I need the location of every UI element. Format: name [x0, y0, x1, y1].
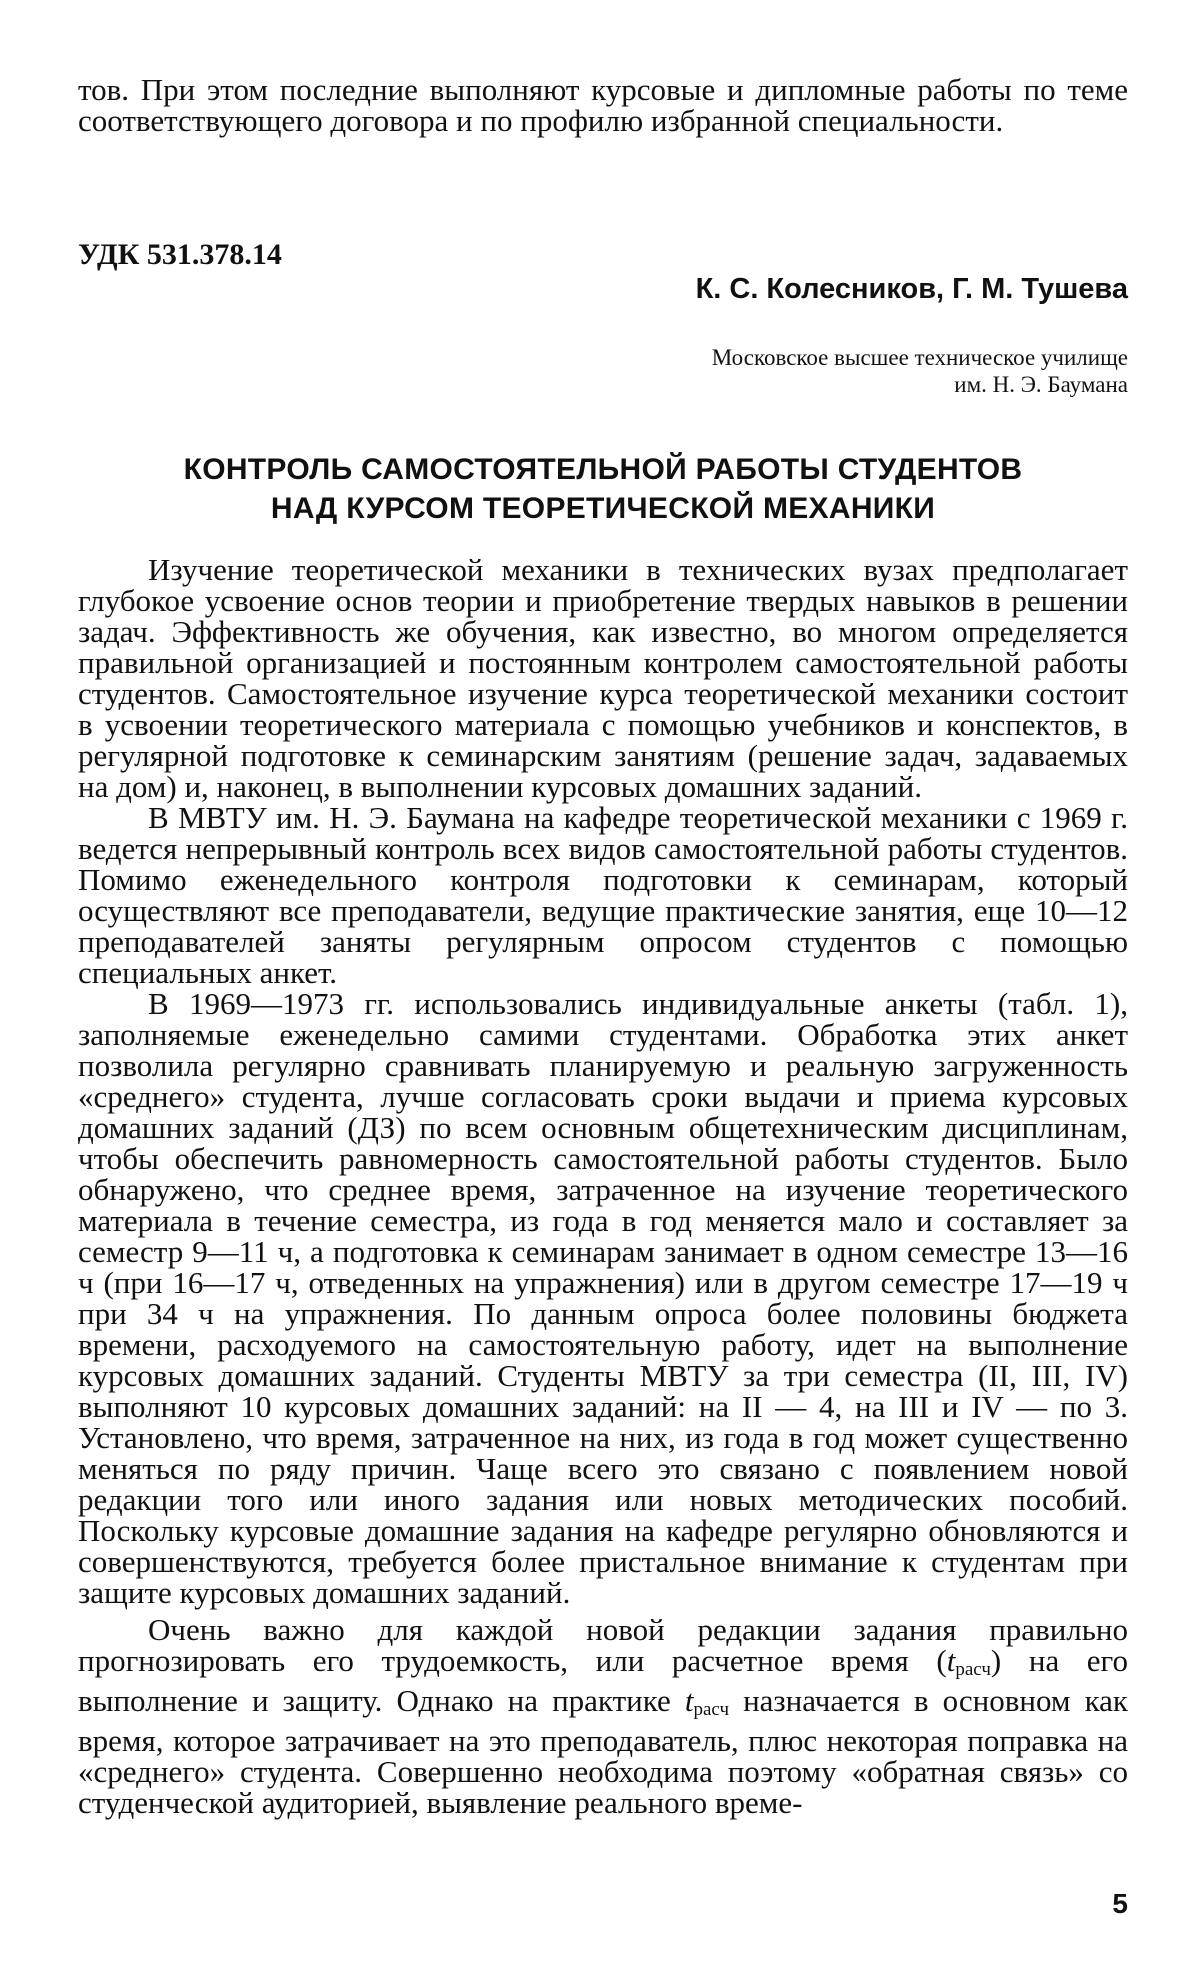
article-title [78, 450, 1128, 528]
paragraph-4 [78, 1614, 1128, 1818]
paragraph-1: Изучение теоретической механики в технических вузах предполагает глубокое усвоение основ теории и приобретение твердых навыков в решении задач. Эффективность же обучения, как известно, во многом определяется правильной организацией и постоянным контролем самостоятельной работы студентов. Самостоятельное изучение курса теоретической механики состоит в усвоении теоретического материала с помощью учебников и конспектов, в регулярной подготовке к семинарским занятиям (решение задач, задаваемых на дом) и, наконец, в выполнении курсовых домашних заданий. [78, 552, 1128, 804]
affiliation-line-2: им. Н. Э. Баумана [954, 372, 1128, 397]
article-title-line-1: КОНТРОЛЬ САМОСТОЯТЕЛЬНОЙ РАБОТЫ СТУДЕНТОВ [183, 453, 1023, 486]
udk-code: УДК 531.378.14 [78, 238, 282, 271]
t-subscript-1: расч [955, 1659, 991, 1680]
paragraph-2: В МВТУ им. Н. Э. Баумана на кафедре теоретической механики с 1969 г. ведется непрерывный контроль всех видов самостоятельной работы студентов. Помимо еженедельного контроля подготовки к семинарам, который осуществляют все преподаватели, ведущие практические занятия, еще 10—12 преподавателей заняты регулярным опросом студентов с помощью специальных анкет. [78, 800, 1128, 990]
t-symbol-2: t [684, 1683, 694, 1718]
affiliation-line-1: Московское высшее техническое училище [711, 345, 1128, 370]
page-number: 5 [1112, 1888, 1128, 1919]
article-authors: К. С. Колесников, Г. М. Тушева [695, 273, 1128, 305]
paragraph-4-part-b: ) на его выполнение и защиту. Однако на практике [78, 1643, 1129, 1718]
t-symbol-1: t [946, 1643, 956, 1678]
continued-text-from-previous-article: тов. При этом последние выполняют курсовые и дипломные работы по теме соответствующего договора и по профилю избранной специальности. [78, 72, 1128, 138]
paragraph-4-part-a: Очень важно для каждой новой редакции задания правильно прогнозировать его трудоемкость, или расчетное время ( [78, 1612, 1128, 1678]
paragraph-3: В 1969—1973 гг. использовались индивидуальные анкеты (табл. 1), заполняемые еженедельно самими студентами. Обработка этих анкет позволила регулярно сравнивать планируемую и реальную загруженность «среднего» студента, лучше согласовать сроки выдачи и приема курсовых домашних заданий (ДЗ) по всем основным общетехническим дисциплинам, чтобы обеспечить равномерность самостоятельной работы студентов. Было обнаружено, что среднее время, затраченное на изучение теоретического материала в течение семестра, из года в год меняется мало и составляет за семестр 9—11 ч, а подготовка к семинарам занимает в одном семестре 13—16 ч (при 16—17 ч, отведенных на упражнения) или в другом семестре 17—19 ч при 34 ч на упражнения. По данным опроса более половины бюджета времени, расходуемого на самостоятельную работу, идет на выполнение курсовых домашних заданий. Студенты МВТУ за три семестра (II, III, IV) выполняют 10 курсовых домашних заданий: на II — 4, на III и IV — по 3. Установлено, что время, затраченное на них, из года в год может существенно меняться по ряду причин. Чаще всего это связано с появлением новой редакции того или иного задания или новых методических пособий. Поскольку курсовые домашние задания на кафедре регулярно обновляются и совершенствуются, требуется более пристальное внимание к студентам при защите курсовых домашних заданий. [78, 986, 1128, 1610]
paragraph-4-part-c: назначается в основном как время, которое затрачивает на это преподаватель, плюс некоторая поправка на «среднего» студента. Совершенно необходима поэтому «обратная связь» со студенческой аудиторией, выявление реального време- [78, 1683, 1128, 1820]
t-subscript-2: расч [693, 1699, 729, 1720]
author-affiliation [712, 344, 1128, 398]
article-title-line-2: НАД КУРСОМ ТЕОРЕТИЧЕСКОЙ МЕХАНИКИ [270, 492, 936, 525]
article-body [78, 554, 1128, 1818]
